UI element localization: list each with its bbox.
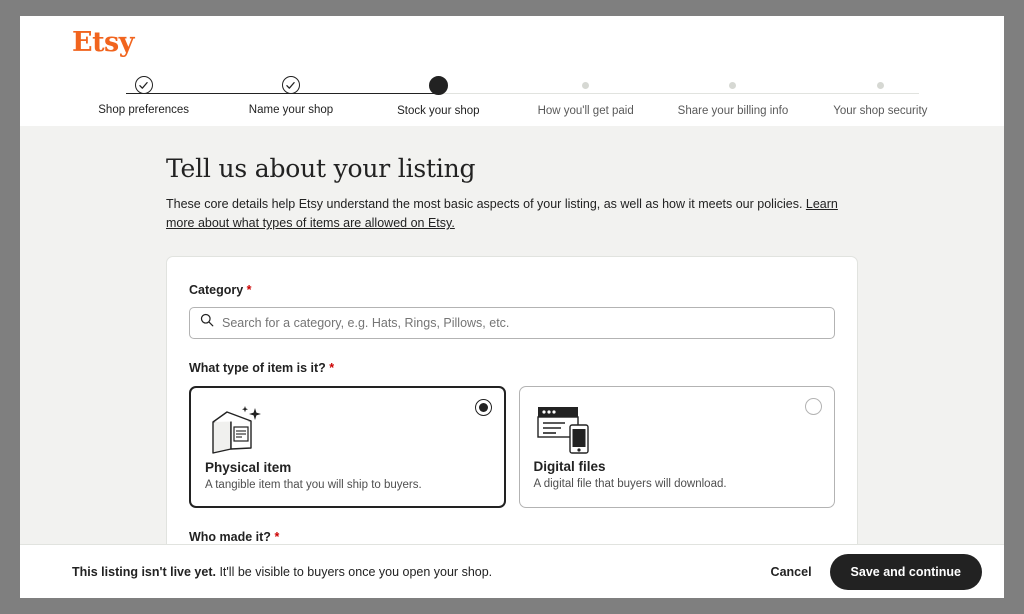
stepper-label: Stock your shop	[397, 105, 480, 117]
etsy-logo[interactable]: Etsy	[72, 26, 134, 58]
listing-details-card	[166, 256, 858, 544]
page-title: Tell us about your listing	[166, 154, 476, 183]
required-marker: *	[329, 360, 335, 375]
upcoming-step-dot-icon	[582, 82, 589, 89]
stepper-step-shop-preferences[interactable]	[70, 76, 217, 117]
item-type-option-physical-item[interactable]	[189, 386, 506, 508]
who-made-label	[189, 530, 835, 544]
page-description-text: These core details help Etsy understand the most basic aspects of your listing, as well as how it meets our policies.	[166, 197, 806, 211]
search-icon	[200, 313, 214, 332]
stepper-label: Name your shop	[248, 104, 334, 116]
stepper-step-how-youll-get-paid[interactable]	[512, 76, 659, 117]
footer-actions	[771, 554, 982, 590]
option-title: Physical item	[205, 459, 292, 475]
required-marker: *	[246, 282, 252, 297]
item-type-label-text: What type of item is it?	[189, 360, 326, 375]
save-and-continue-button[interactable]: Save and continue	[830, 554, 982, 590]
radio-physical-item[interactable]	[475, 399, 492, 416]
category-search-input[interactable]	[222, 316, 824, 330]
stepper-label: How you'll get paid	[537, 105, 634, 117]
item-type-options	[189, 386, 835, 508]
upcoming-step-dot-icon	[877, 82, 884, 89]
listing-status-text	[72, 565, 492, 579]
check-icon	[135, 76, 153, 94]
listing-status-strong: This listing isn't live yet.	[72, 564, 216, 579]
onboarding-stepper	[20, 64, 1004, 126]
current-step-dot-icon	[429, 76, 448, 95]
stepper-step-share-your-billing-info[interactable]	[659, 76, 806, 117]
radio-digital-files[interactable]	[805, 398, 822, 415]
cancel-button[interactable]: Cancel	[770, 564, 812, 579]
box-package-icon	[205, 400, 490, 456]
stepper-label: Shop preferences	[98, 104, 190, 116]
stepper-step-your-shop-security[interactable]	[807, 76, 954, 117]
option-subtitle: A tangible item that you will ship to buyers.	[205, 478, 422, 491]
allowed-items-link[interactable]: Learn more about what types of items are allowed on Etsy.	[166, 197, 838, 231]
check-icon	[282, 76, 300, 94]
category-search-box[interactable]	[189, 307, 835, 339]
site-header	[20, 16, 1004, 64]
page-description	[166, 195, 856, 234]
digital-files-icon	[534, 399, 821, 455]
stepper-label: Share your billing info	[677, 105, 789, 117]
item-type-option-digital-files[interactable]	[519, 386, 836, 508]
item-type-label	[189, 361, 835, 375]
stepper-step-name-your-shop[interactable]	[217, 76, 364, 117]
sticky-footer	[20, 544, 1004, 598]
who-made-label-text: Who made it?	[189, 529, 271, 544]
category-label-text: Category	[189, 282, 244, 297]
required-marker: *	[274, 529, 280, 544]
main-content	[20, 126, 1004, 544]
upcoming-step-dot-icon	[729, 82, 736, 89]
option-subtitle: A digital file that buyers will download.	[533, 477, 727, 490]
option-title: Digital files	[533, 458, 606, 474]
stepper-step-stock-your-shop[interactable]	[365, 76, 512, 117]
category-label	[189, 283, 835, 297]
browser-viewport	[20, 16, 1004, 598]
listing-status-rest: It'll be visible to buyers once you open your shop.	[215, 564, 493, 579]
stepper-label: Your shop security	[833, 105, 928, 117]
